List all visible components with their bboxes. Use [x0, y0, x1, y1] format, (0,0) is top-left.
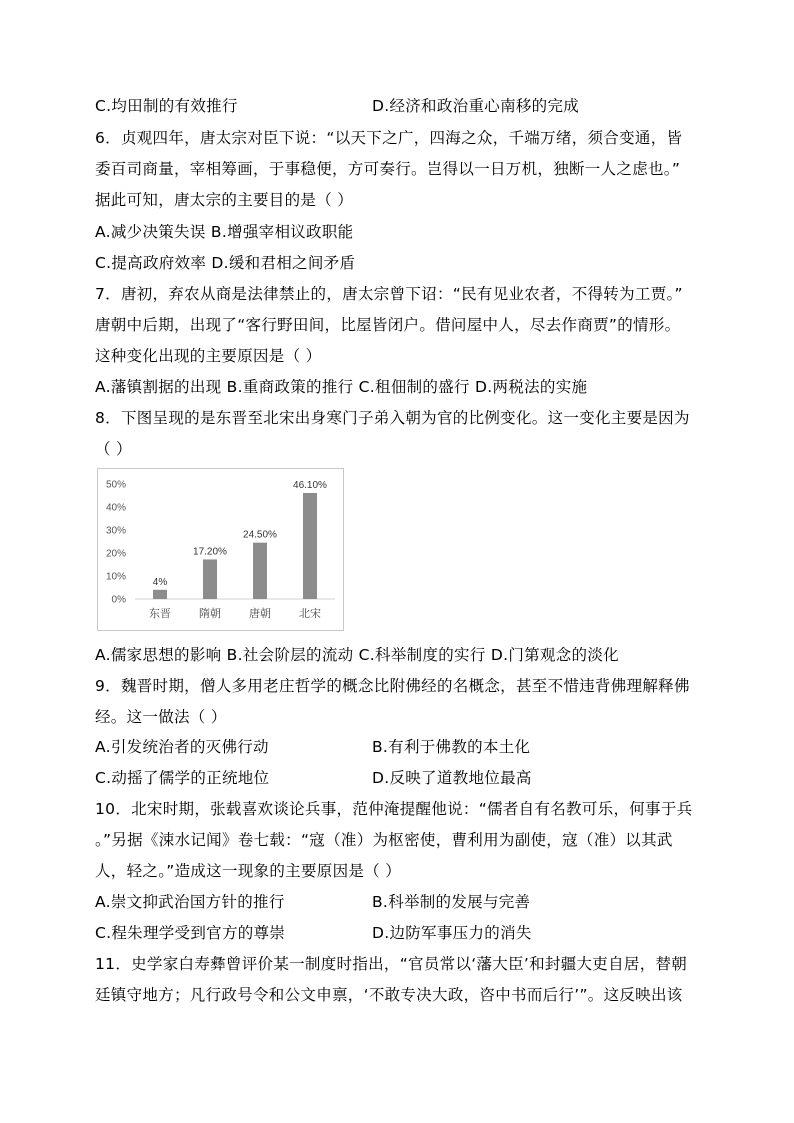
line-text: C.均田制的有效推行 — [95, 97, 238, 115]
line-text: 委百司商量，宰相筹画，于事稳便，方可奏行。岂得以一日万机，独断一人之虑也。” — [95, 160, 681, 178]
bar — [153, 590, 167, 599]
y-tick-label: 30% — [105, 525, 126, 537]
line-text: A.藩镇割据的出现 B.重商政策的推行 C.租佃制的盛行 D.两税法的实施 — [95, 378, 588, 396]
line-text: 据此可知，唐太宗的主要目的是（ ） — [95, 191, 354, 209]
line-text: 经。这一做法（ ） — [95, 708, 227, 726]
text-line — [95, 830, 673, 850]
x-tick-label: 北宋 — [299, 607, 321, 620]
bar-chart — [97, 468, 344, 631]
text-line — [95, 861, 401, 881]
option-right: D.边防军事压力的消失 — [372, 924, 532, 942]
line-text: A.减少决策失误 B.增强宰相议政职能 — [95, 223, 354, 241]
text-line — [95, 768, 269, 788]
line-text: 10．北宋时期，张载喜欢谈论兵事，范仲淹提醒他说：“儒者自有名教可乐，何事于兵 — [95, 800, 693, 818]
bar — [203, 559, 217, 599]
data-label: 46.10% — [293, 479, 327, 491]
line-text: A.儒家思想的影响 B.社会阶层的流动 C.科举制度的实行 D.门第观念的淡化 — [95, 646, 619, 664]
text-line — [95, 737, 269, 757]
text-line — [95, 707, 227, 727]
text-line — [95, 954, 687, 974]
bar — [303, 493, 317, 599]
text-line — [95, 439, 132, 459]
line-text: 6．贞观四年，唐太宗对臣下说：“以天下之广，四海之众，千端万绪，须合变通，皆 — [95, 129, 683, 147]
line-text: 唐朝中后期，出现了“客行野田间，比屋皆闭户。借问屋中人，尽去作商贾”的情形。 — [95, 316, 681, 334]
text-line — [95, 645, 619, 665]
text-line — [95, 222, 353, 242]
text-line — [95, 799, 692, 819]
y-tick-label: 40% — [105, 502, 126, 514]
text-line — [95, 315, 680, 335]
line-text: 8．下图呈现的是东晋至北宋出身寒门子弟入朝为官的比例变化。这一变化主要是因为 — [95, 409, 690, 427]
y-tick-label: 20% — [105, 548, 126, 560]
line-text: 9．魏晋时期，僧人多用老庄哲学的概念比附佛经的名概念，甚至不惜违背佛理解释佛 — [95, 677, 690, 695]
text-line — [95, 676, 690, 696]
text-line — [95, 892, 285, 912]
text-line — [95, 923, 285, 943]
data-label: 17.20% — [193, 546, 227, 558]
option-right: D.反映了道教地位最高 — [372, 769, 532, 787]
line-text: 人，轻之。”造成这一现象的主要原因是（ ） — [95, 862, 402, 880]
y-tick-label: 10% — [105, 571, 126, 583]
text-line — [95, 96, 238, 116]
bar — [253, 543, 267, 599]
text-line — [95, 190, 353, 210]
line-text: C.提高政府效率 D.缓和君相之间矛盾 — [95, 254, 356, 272]
chart-svg — [98, 469, 343, 630]
text-line — [95, 159, 680, 179]
text-line — [95, 253, 355, 273]
text-line — [95, 377, 587, 397]
option-right: B.有利于佛教的本土化 — [372, 738, 531, 756]
line-text: C.动摇了儒学的正统地位 — [95, 769, 270, 787]
text-line — [95, 408, 690, 428]
line-text: 廷镇守地方；凡行政号令和公文申禀，‘不敢专决大政，咨中书而后行’”。这反映出该 — [95, 986, 683, 1004]
text-line — [95, 128, 682, 148]
x-tick-label: 东晋 — [149, 607, 171, 620]
line-text: A.引发统治者的灭佛行动 — [95, 738, 269, 756]
text-line — [95, 346, 321, 366]
line-text: 这种变化出现的主要原因是（ ） — [95, 347, 322, 365]
line-text: 11．史学家白寿彝曾评价某一制度时指出，“官员常以‘藩大臣’和封疆大吏自居，替朝 — [95, 955, 688, 973]
text-line — [95, 985, 683, 1005]
option-right: B.科举制的发展与完善 — [372, 893, 531, 911]
option-right: D.经济和政治重心南移的完成 — [372, 97, 580, 115]
y-tick-label: 0% — [111, 594, 126, 606]
text-line — [95, 284, 683, 304]
data-label: 24.50% — [243, 529, 277, 541]
data-label: 4% — [152, 576, 168, 588]
line-text: 7．唐初，弃农从商是法律禁止的，唐太宗曾下诏：“民有见业农者，不得转为工贾。” — [95, 285, 683, 303]
x-tick-label: 唐朝 — [249, 607, 271, 620]
line-text: 。”另据《涑水记闻》卷七载：“寇（准）为枢密使，曹利用为副使，寇（准）以其武 — [95, 831, 673, 849]
line-text: A.崇文抑武治国方针的推行 — [95, 893, 285, 911]
x-tick-label: 隋朝 — [199, 607, 221, 620]
line-text: （ ） — [95, 440, 132, 458]
y-tick-label: 50% — [105, 479, 126, 491]
line-text: C.程朱理学受到官方的尊崇 — [95, 924, 286, 942]
